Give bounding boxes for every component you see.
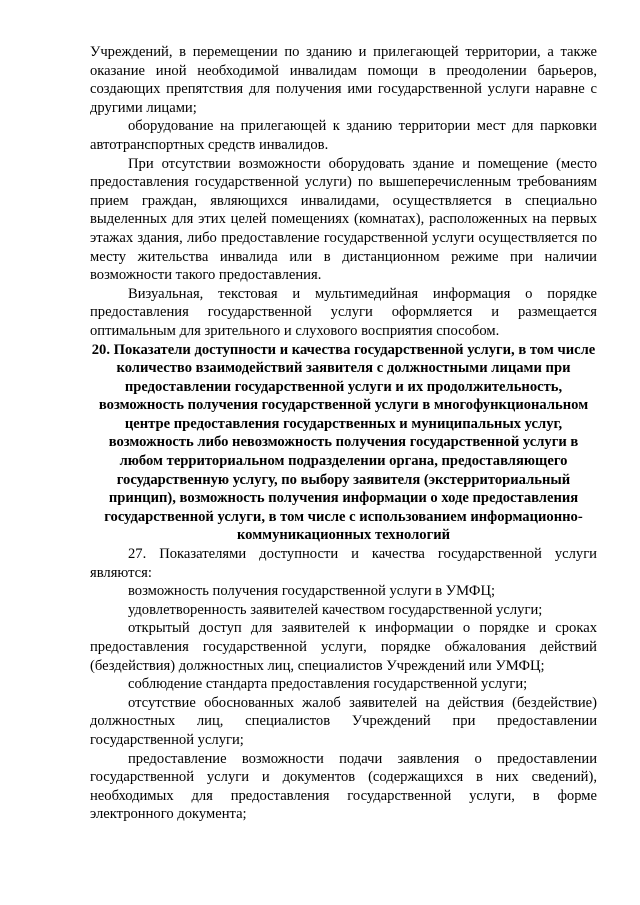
paragraph: удовлетворенность заявителей качеством государственной услуги; — [128, 601, 543, 618]
paragraph: Учреждений, в перемещении по зданию и прилегающей территории, а также оказание иной необходимой инвалидам помощи в преодолении барьеров, создающих препятствия для получения ими государственной услуги наравне с другими лицами; — [90, 44, 597, 116]
section-heading: 20. Показатели доступности и качества государственной услуги, в том числе количество взаимодействий заявителя с должностными лицами при предоставлении государственной услуги и их продолжительность, возможность получения государственной услуги в многофункциональном центре предоставления государственных и муниципальных услуг, возможность либо невозможность получения государственной услуги в любом территориальном подразделении органа, предоставляющего государственную услугу, по выбору заявителя (экстерриториальный принцип), возможность получения информации о ходе предоставления государственной услуги, в том числе с использованием информационно-коммуникационных технологий — [91, 341, 596, 544]
paragraph: оборудование на прилегающей к зданию территории мест для парковки автотранспортных средств инвалидов. — [90, 118, 597, 153]
paragraph: предоставление возможности подачи заявления о предоставлении государственной услуги и документов (содержащихся в них сведений), необходимых для предоставления государственной услуги, в форме электронного документа; — [90, 750, 597, 823]
paragraph: При отсутствии возможности оборудовать здание и помещение (место предоставления государственной услуги) по вышеперечисленным требованиям прием граждан, являющихся инвалидами, осуществляется в специально выделенных для этих целей помещениях (комнатах), расположенных на первых этажах здания, либо предоставление государственной услуги осуществляется по месту жительства инвалида или в дистанционном режиме при наличии возможности такого предоставления. — [90, 155, 597, 284]
paragraph: открытый доступ для заявителей к информации о порядке и сроках предоставления государственной услуги, порядке обжалования действий (бездействия) должностных лиц, специалистов Учреждений или УМФЦ; — [90, 620, 597, 674]
paragraph: возможность получения государственной услуги в УМФЦ; — [128, 583, 496, 600]
paragraph: Визуальная, текстовая и мультимедийная информация о порядке предоставления государственной услуги оформляется и размещается оптимальным для зрительного и слухового восприятия способом. — [90, 285, 597, 339]
paragraph: соблюдение стандарта предоставления государственной услуги; — [128, 676, 528, 693]
document-page — [90, 43, 597, 824]
paragraph: отсутствие обоснованных жалоб заявителей на действия (бездействие) должностных лиц, специалистов Учреждений при предоставлении государственной услуги; — [90, 694, 597, 748]
paragraph: 27. Показателями доступности и качества государственной услуги являются: — [90, 546, 597, 581]
